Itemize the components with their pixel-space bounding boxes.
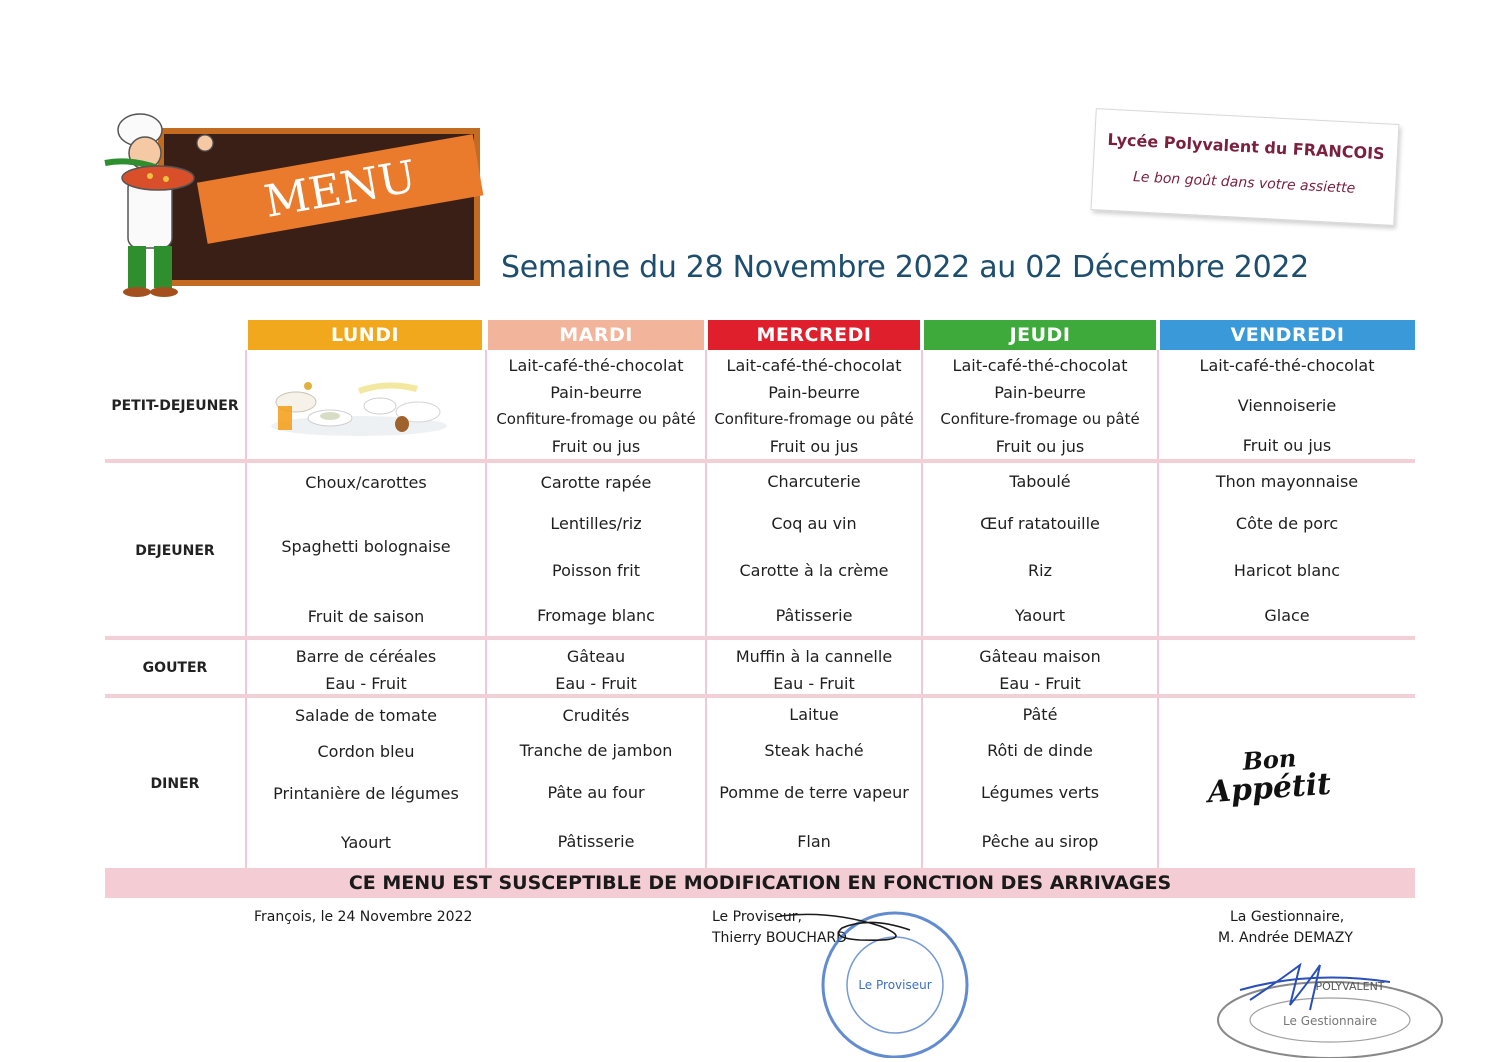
menu-item: Poisson frit — [552, 561, 640, 580]
day-header-mercredi: MERCREDI — [708, 320, 920, 350]
menu-item: Pâté — [1022, 705, 1058, 724]
menu-item: Printanière de légumes — [273, 784, 459, 803]
menu-item: Pâtisserie — [775, 606, 853, 625]
menu-item: Riz — [1028, 561, 1052, 580]
menu-item: Fruit ou jus — [551, 437, 641, 456]
day-header-lundi: LUNDI — [248, 320, 482, 350]
proviseur-name: Thierry BOUCHARD — [712, 930, 847, 946]
menu-item: Haricot blanc — [1233, 561, 1341, 580]
proviseur-stamp — [760, 910, 990, 1058]
gestionnaire-title: La Gestionnaire, — [1230, 909, 1345, 925]
menu-item: Charcuterie — [767, 472, 861, 491]
menu-item: Pâtisserie — [557, 832, 635, 851]
menu-item: Yaourt — [1014, 606, 1066, 625]
menu-item: Gâteau maison — [979, 647, 1101, 666]
school-name: Lycée Polyvalent du FRANCOIS — [1107, 129, 1386, 164]
menu-item: Salade de tomate — [295, 706, 437, 725]
menu-item: Barre de céréales — [295, 647, 437, 666]
menu-item: Fruit ou jus — [769, 437, 859, 456]
svg-text:Le Proviseur: Le Proviseur — [858, 978, 932, 992]
menu-item: Œuf ratatouille — [980, 514, 1100, 533]
row-divider — [105, 694, 1415, 698]
menu-item: Carotte rapée — [540, 473, 652, 492]
breakfast-photo — [268, 368, 450, 440]
menu-item: Glace — [1264, 606, 1310, 625]
menu-item: Pâte au four — [547, 783, 645, 802]
school-label-box — [1091, 108, 1400, 226]
row-label-dejeuner: DEJEUNER — [135, 543, 215, 559]
notice-bar: CE MENU EST SUSCEPTIBLE DE MODIFICATION EN FONCTION DES ARRIVAGES — [105, 868, 1415, 898]
menu-item: Confiture-fromage ou pâté — [496, 410, 696, 428]
menu-item: Cordon bleu — [317, 742, 415, 761]
menu-item: Pêche au sirop — [981, 832, 1099, 851]
menu-logo-text: MENU — [260, 151, 420, 228]
day-header-vendredi: VENDREDI — [1160, 320, 1415, 350]
menu-item: Choux/carottes — [305, 473, 427, 492]
menu-item: Laitue — [789, 705, 839, 724]
menu-item: Thon mayonnaise — [1215, 472, 1359, 491]
week-title: Semaine du 28 Novembre 2022 au 02 Décembre 2022 — [501, 250, 1309, 285]
proviseur-title: Le Proviseur, — [712, 909, 802, 925]
day-header-mardi: MARDI — [488, 320, 704, 350]
menu-item: Crudités — [562, 706, 630, 725]
menu-item: Eau - Fruit — [773, 674, 855, 693]
row-label-petit-dejeuner: PETIT-DEJEUNER — [111, 398, 239, 414]
row-label-gouter: GOUTER — [142, 660, 208, 676]
menu-item: Pain-beurre — [550, 383, 642, 402]
menu-item: Pain-beurre — [994, 383, 1086, 402]
menu-item: Fruit ou jus — [995, 437, 1085, 456]
menu-item: Muffin à la cannelle — [735, 647, 893, 666]
row-label-diner: DINER — [150, 776, 200, 792]
menu-item: Lentilles/riz — [550, 514, 642, 533]
day-header-jeudi: JEUDI — [924, 320, 1156, 350]
date-line: François, le 24 Novembre 2022 — [254, 909, 473, 925]
menu-item: Eau - Fruit — [325, 674, 407, 693]
menu-item: Côte de porc — [1235, 514, 1339, 533]
menu-item: Fromage blanc — [537, 606, 655, 625]
school-slogan: Le bon goût dans votre assiette — [1132, 169, 1356, 197]
svg-text:Le Gestionnaire: Le Gestionnaire — [1283, 1014, 1377, 1028]
menu-item: Yaourt — [340, 833, 392, 852]
menu-item: Fruit ou jus — [1242, 436, 1332, 455]
row-divider — [105, 636, 1415, 640]
menu-item: Tranche de jambon — [519, 741, 673, 760]
bon-appetit-lettering — [1190, 740, 1350, 810]
svg-text:Bon: Bon — [1241, 743, 1298, 776]
menu-item: Eau - Fruit — [555, 674, 637, 693]
svg-text:Appétit: Appétit — [1206, 766, 1333, 810]
menu-item: Taboulé — [1009, 472, 1071, 491]
menu-item: Viennoiserie — [1237, 396, 1337, 415]
menu-item: Flan — [797, 832, 831, 851]
menu-item: Gâteau — [566, 647, 626, 666]
menu-item: Pain-beurre — [768, 383, 860, 402]
svg-text:POLYVALENT: POLYVALENT — [1315, 980, 1385, 993]
menu-item: Pomme de terre vapeur — [719, 783, 909, 802]
menu-item: Confiture-fromage ou pâté — [714, 410, 914, 428]
menu-item: Eau - Fruit — [999, 674, 1081, 693]
gestionnaire-name: M. Andrée DEMAZY — [1218, 930, 1353, 946]
gestionnaire-stamp — [1210, 960, 1450, 1058]
menu-item: Lait-café-thé-chocolat — [726, 356, 902, 375]
row-divider — [105, 459, 1415, 463]
menu-item: Rôti de dinde — [987, 741, 1093, 760]
menu-item: Confiture-fromage ou pâté — [940, 410, 1140, 428]
menu-item: Coq au vin — [771, 514, 857, 533]
menu-item: Steak haché — [764, 741, 864, 760]
menu-item: Lait-café-thé-chocolat — [1199, 356, 1375, 375]
menu-item: Spaghetti bolognaise — [281, 537, 451, 556]
menu-item: Fruit de saison — [307, 607, 425, 626]
menu-item: Carotte à la crème — [739, 561, 889, 580]
menu-item: Légumes verts — [980, 783, 1100, 802]
menu-item: Lait-café-thé-chocolat — [952, 356, 1128, 375]
menu-item: Lait-café-thé-chocolat — [508, 356, 684, 375]
